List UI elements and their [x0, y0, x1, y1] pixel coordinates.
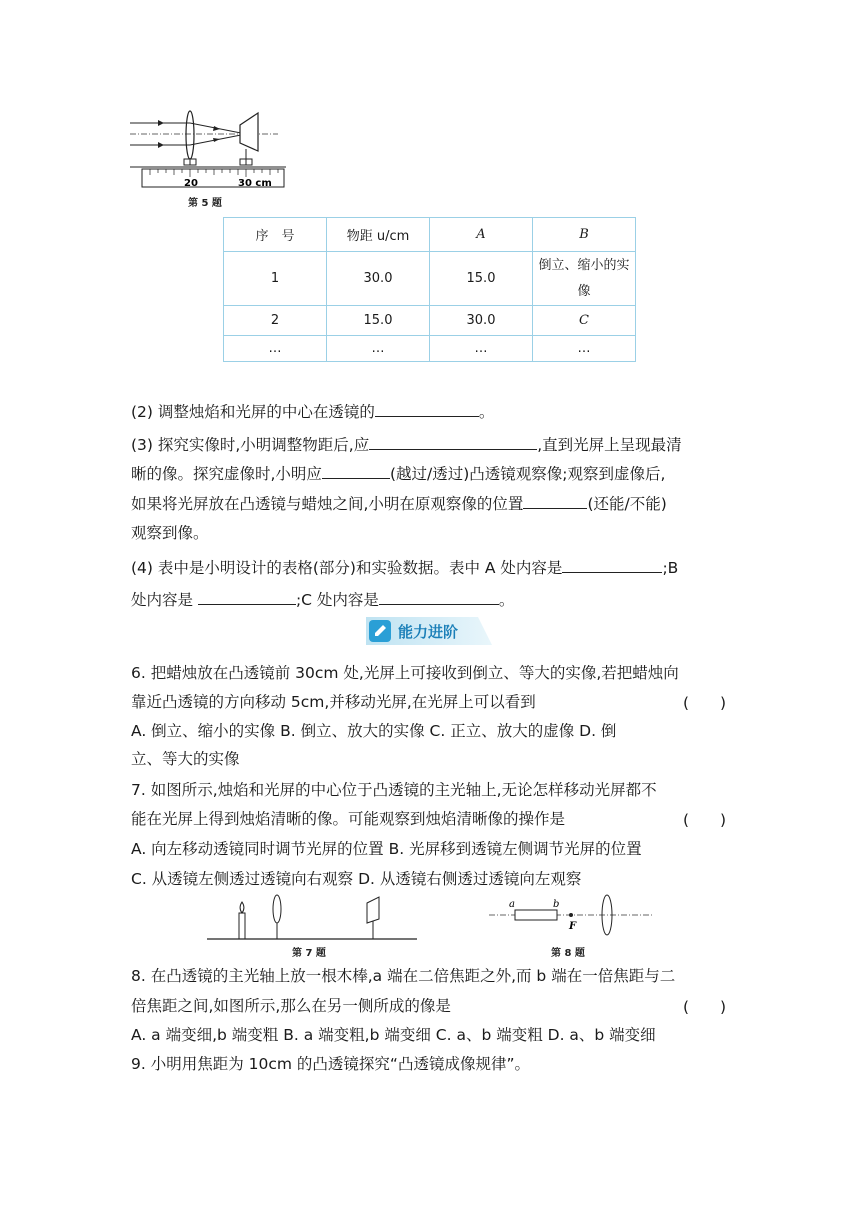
- q7-options-line2: C. 从透镜左侧透过透镜向右观察 D. 从透镜右侧透过透镜向左观察: [131, 870, 582, 888]
- figure-7-caption: 第 7 题: [292, 948, 326, 959]
- table-header-cell: 序 号: [224, 218, 327, 252]
- table-header-cell: B: [533, 218, 636, 252]
- q8-options: A. a 端变细,b 端变粗 B. a 端变粗,b 端变细 C. a、b 端变粗 D. a、b 端变细: [131, 1026, 656, 1044]
- table-row: [224, 336, 636, 362]
- q7-line2: 能在光屏上得到烛焰清晰的像。可能观察到烛焰清晰像的操作是: [131, 810, 566, 828]
- q6-options-line2: 立、等大的实像: [131, 750, 240, 768]
- answer-blank[interactable]: [562, 556, 662, 573]
- table-cell: 倒立、缩小的实像: [533, 252, 636, 306]
- fig8-label-a: a: [509, 899, 515, 910]
- fig8-label-focus: F: [569, 921, 577, 932]
- figure-5-caption: 第 5 题: [188, 198, 222, 209]
- q6-line1: 6. 把蜡烛放在凸透镜前 30cm 处,光屏上可接收到倒立、等大的实像,若把蜡烛向: [131, 664, 679, 682]
- table-cell: 30.0: [430, 306, 533, 336]
- table-header-row: [224, 218, 636, 252]
- answer-blank[interactable]: [375, 400, 479, 417]
- q8-line1: 8. 在凸透镜的主光轴上放一根木棒,a 端在二倍焦距之外,而 b 端在一倍焦距与二: [131, 967, 676, 985]
- table-cell: …: [430, 336, 533, 362]
- answer-blank[interactable]: [369, 433, 537, 450]
- q5-part4-line1: (4) 表中是小明设计的表格(部分)和实验数据。表中 A 处内容是 ;B: [131, 556, 678, 579]
- table-header-cell: A: [430, 218, 533, 252]
- table-cell: …: [533, 336, 636, 362]
- table-row: [224, 306, 636, 336]
- q8-answer-parens[interactable]: ( ): [683, 998, 727, 1016]
- figure-8-caption: 第 8 题: [551, 948, 585, 959]
- q5-part3-line4: 观察到像。: [131, 524, 209, 542]
- fig5-tick-30: 30 cm: [238, 178, 272, 189]
- table-cell: 1: [224, 252, 327, 306]
- q9-line1: 9. 小明用焦距为 10cm 的凸透镜探究“凸透镜成像规律”。: [131, 1055, 530, 1073]
- q8-line2: 倍焦距之间,如图所示,那么在另一侧所成的像是: [131, 997, 451, 1015]
- q7-answer-parens[interactable]: ( ): [683, 811, 727, 829]
- table-cell: …: [224, 336, 327, 362]
- q5-part2: (2) 调整烛焰和光屏的中心在透镜的 。: [131, 400, 494, 423]
- q7-options-line1: A. 向左移动透镜同时调节光屏的位置 B. 光屏移到透镜左侧调节光屏的位置: [131, 840, 642, 858]
- table-cell: …: [327, 336, 430, 362]
- table-cell: 30.0: [327, 252, 430, 306]
- q6-answer-parens[interactable]: ( ): [683, 694, 727, 712]
- q5-part3-line2: 晰的像。探究虚像时,小明应 (越过∕透过)凸透镜观察像;观察到虚像后,: [131, 462, 665, 485]
- table-cell: 15.0: [327, 306, 430, 336]
- q5-part4-line2: 处内容是 ;C 处内容是 。: [131, 588, 514, 611]
- figure-8-diagram: [487, 893, 657, 945]
- section-title: 能力进阶: [398, 623, 459, 641]
- q6-line2: 靠近凸透镜的方向移动 5cm,并移动光屏,在光屏上可以看到: [131, 693, 536, 711]
- section-banner: [366, 617, 492, 645]
- table-row: [224, 252, 636, 306]
- q6-options-line1: A. 倒立、缩小的实像 B. 倒立、放大的实像 C. 正立、放大的虚像 D. 倒: [131, 722, 617, 740]
- table-cell: 2: [224, 306, 327, 336]
- figure-5-diagram: [128, 105, 293, 200]
- table-cell: C: [533, 306, 636, 336]
- answer-blank[interactable]: [322, 462, 390, 479]
- q5-part3-line3: 如果将光屏放在凸透镜与蜡烛之间,小明在原观察像的位置 (还能∕不能): [131, 492, 667, 515]
- experiment-table: [223, 217, 636, 362]
- table-cell: 15.0: [430, 252, 533, 306]
- answer-blank[interactable]: [198, 588, 296, 605]
- fig8-label-b: b: [553, 899, 560, 910]
- table-header-cell: 物距 u/cm: [327, 218, 430, 252]
- figure-7-diagram: [205, 893, 420, 943]
- fig5-tick-20: 20: [184, 178, 198, 189]
- q5-part3-line1: (3) 探究实像时,小明调整物距后,应 ,直到光屏上呈现最清: [131, 433, 682, 456]
- answer-blank[interactable]: [523, 492, 587, 509]
- answer-blank[interactable]: [379, 588, 499, 605]
- q7-line1: 7. 如图所示,烛焰和光屏的中心位于凸透镜的主光轴上,无论怎样移动光屏都不: [131, 781, 657, 799]
